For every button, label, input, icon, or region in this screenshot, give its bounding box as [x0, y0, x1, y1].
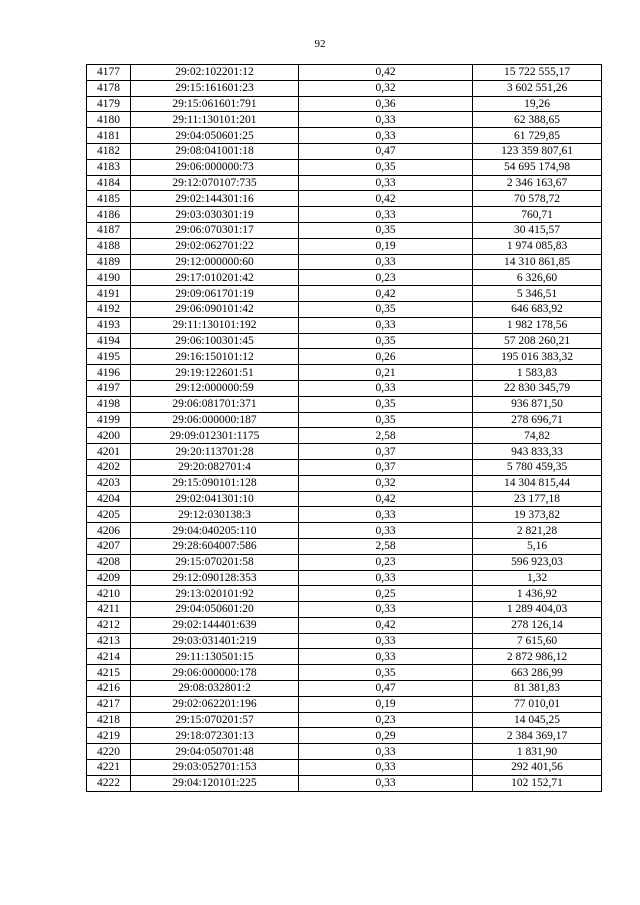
row-number-cell: 4216	[87, 681, 131, 697]
table-row	[87, 333, 602, 349]
cadastral-number-cell: 29:15:070201:58	[131, 554, 299, 570]
coefficient-cell: 0,33	[299, 602, 473, 618]
row-number-cell: 4190	[87, 270, 131, 286]
coefficient-cell: 0,33	[299, 507, 473, 523]
value-cell: 7 615,60	[473, 633, 602, 649]
cadastral-number-cell: 29:04:120101:225	[131, 775, 299, 791]
row-number-cell: 4187	[87, 222, 131, 238]
coefficient-cell: 0,33	[299, 254, 473, 270]
cadastral-number-cell: 29:06:000000:73	[131, 159, 299, 175]
table-row	[87, 365, 602, 381]
row-number-cell: 4181	[87, 128, 131, 144]
cadastral-number-cell: 29:11:130101:201	[131, 112, 299, 128]
table-row	[87, 617, 602, 633]
coefficient-cell: 0,33	[299, 175, 473, 191]
coefficient-cell: 0,33	[299, 744, 473, 760]
table-row	[87, 649, 602, 665]
table-row	[87, 744, 602, 760]
coefficient-cell: 0,37	[299, 459, 473, 475]
cadastral-number-cell: 29:12:030138:3	[131, 507, 299, 523]
value-cell: 19 373,82	[473, 507, 602, 523]
row-number-cell: 4214	[87, 649, 131, 665]
table-row	[87, 570, 602, 586]
cadastral-number-cell: 29:12:090128:353	[131, 570, 299, 586]
row-number-cell: 4186	[87, 207, 131, 223]
row-number-cell: 4206	[87, 523, 131, 539]
value-cell: 74,82	[473, 428, 602, 444]
cadastral-number-cell: 29:02:041301:10	[131, 491, 299, 507]
value-cell: 2 346 163,67	[473, 175, 602, 191]
row-number-cell: 4192	[87, 301, 131, 317]
value-cell: 123 359 807,61	[473, 143, 602, 159]
cadastral-number-cell: 29:09:061701:19	[131, 286, 299, 302]
value-cell: 19,26	[473, 96, 602, 112]
row-number-cell: 4204	[87, 491, 131, 507]
coefficient-cell: 0,23	[299, 270, 473, 286]
value-cell: 5,16	[473, 538, 602, 554]
table-row	[87, 538, 602, 554]
row-number-cell: 4193	[87, 317, 131, 333]
coefficient-cell: 0,33	[299, 380, 473, 396]
cadastral-number-cell: 29:03:030301:19	[131, 207, 299, 223]
cadastral-number-cell: 29:02:102201:12	[131, 65, 299, 81]
table-row	[87, 633, 602, 649]
value-cell: 57 208 260,21	[473, 333, 602, 349]
coefficient-cell: 0,35	[299, 333, 473, 349]
value-cell: 278 696,71	[473, 412, 602, 428]
value-cell: 14 310 861,85	[473, 254, 602, 270]
table-row	[87, 444, 602, 460]
row-number-cell: 4207	[87, 538, 131, 554]
cadastral-number-cell: 29:15:090101:128	[131, 475, 299, 491]
coefficient-cell: 2,58	[299, 538, 473, 554]
cadastral-number-cell: 29:03:052701:153	[131, 760, 299, 776]
row-number-cell: 4180	[87, 112, 131, 128]
table-row	[87, 586, 602, 602]
coefficient-cell: 0,19	[299, 696, 473, 712]
cadastral-number-cell: 29:04:050701:48	[131, 744, 299, 760]
cadastral-number-cell: 29:17:010201:42	[131, 270, 299, 286]
row-number-cell: 4222	[87, 775, 131, 791]
cadastral-number-cell: 29:04:050601:20	[131, 602, 299, 618]
coefficient-cell: 0,42	[299, 617, 473, 633]
table-row	[87, 775, 602, 791]
row-number-cell: 4217	[87, 696, 131, 712]
value-cell: 1 982 178,56	[473, 317, 602, 333]
value-cell: 1 583,83	[473, 365, 602, 381]
table-row	[87, 491, 602, 507]
cadastral-number-cell: 29:18:072301:13	[131, 728, 299, 744]
cadastral-number-cell: 29:06:090101:42	[131, 301, 299, 317]
cadastral-number-cell: 29:16:150101:12	[131, 349, 299, 365]
row-number-cell: 4200	[87, 428, 131, 444]
value-cell: 77 010,01	[473, 696, 602, 712]
row-number-cell: 4185	[87, 191, 131, 207]
value-cell: 1 974 085,83	[473, 238, 602, 254]
coefficient-cell: 0,35	[299, 412, 473, 428]
coefficient-cell: 0,37	[299, 444, 473, 460]
coefficient-cell: 0,42	[299, 286, 473, 302]
coefficient-cell: 0,42	[299, 65, 473, 81]
cadastral-number-cell: 29:15:070201:57	[131, 712, 299, 728]
row-number-cell: 4208	[87, 554, 131, 570]
cadastral-number-cell: 29:12:000000:59	[131, 380, 299, 396]
value-cell: 1 436,92	[473, 586, 602, 602]
table-row	[87, 507, 602, 523]
table-row	[87, 681, 602, 697]
data-table	[86, 64, 602, 792]
coefficient-cell: 0,33	[299, 649, 473, 665]
value-cell: 195 016 383,32	[473, 349, 602, 365]
cadastral-number-cell: 29:06:000000:187	[131, 412, 299, 428]
table-row	[87, 286, 602, 302]
cadastral-number-cell: 29:09:012301:1175	[131, 428, 299, 444]
table-row	[87, 760, 602, 776]
coefficient-cell: 0,33	[299, 570, 473, 586]
value-cell: 5 780 459,35	[473, 459, 602, 475]
coefficient-cell: 0,25	[299, 586, 473, 602]
cadastral-number-cell: 29:19:122601:51	[131, 365, 299, 381]
table-row	[87, 191, 602, 207]
row-number-cell: 4218	[87, 712, 131, 728]
coefficient-cell: 0,33	[299, 523, 473, 539]
value-cell: 1 831,90	[473, 744, 602, 760]
coefficient-cell: 0,35	[299, 159, 473, 175]
cadastral-number-cell: 29:02:144301:16	[131, 191, 299, 207]
coefficient-cell: 0,35	[299, 396, 473, 412]
coefficient-cell: 0,32	[299, 475, 473, 491]
coefficient-cell: 0,33	[299, 633, 473, 649]
value-cell: 936 871,50	[473, 396, 602, 412]
table-row	[87, 349, 602, 365]
value-cell: 62 388,65	[473, 112, 602, 128]
cadastral-number-cell: 29:06:070301:17	[131, 222, 299, 238]
row-number-cell: 4188	[87, 238, 131, 254]
table-row	[87, 80, 602, 96]
value-cell: 596 923,03	[473, 554, 602, 570]
cadastral-number-cell: 29:20:113701:28	[131, 444, 299, 460]
value-cell: 5 346,51	[473, 286, 602, 302]
row-number-cell: 4202	[87, 459, 131, 475]
value-cell: 663 286,99	[473, 665, 602, 681]
cadastral-number-cell: 29:11:130501:15	[131, 649, 299, 665]
row-number-cell: 4178	[87, 80, 131, 96]
table-row	[87, 112, 602, 128]
value-cell: 646 683,92	[473, 301, 602, 317]
row-number-cell: 4198	[87, 396, 131, 412]
row-number-cell: 4209	[87, 570, 131, 586]
row-number-cell: 4199	[87, 412, 131, 428]
table-row	[87, 254, 602, 270]
table-row	[87, 475, 602, 491]
value-cell: 2 872 986,12	[473, 649, 602, 665]
cadastral-number-cell: 29:12:070107:735	[131, 175, 299, 191]
coefficient-cell: 0,32	[299, 80, 473, 96]
value-cell: 15 722 555,17	[473, 65, 602, 81]
coefficient-cell: 0,33	[299, 775, 473, 791]
cadastral-number-cell: 29:06:100301:45	[131, 333, 299, 349]
row-number-cell: 4179	[87, 96, 131, 112]
row-number-cell: 4219	[87, 728, 131, 744]
table-row	[87, 159, 602, 175]
table-row	[87, 238, 602, 254]
value-cell: 61 729,85	[473, 128, 602, 144]
value-cell: 23 177,18	[473, 491, 602, 507]
table-row	[87, 207, 602, 223]
value-cell: 2 384 369,17	[473, 728, 602, 744]
value-cell: 14 045,25	[473, 712, 602, 728]
row-number-cell: 4191	[87, 286, 131, 302]
cadastral-number-cell: 29:12:000000:60	[131, 254, 299, 270]
table-row	[87, 665, 602, 681]
coefficient-cell: 0,33	[299, 760, 473, 776]
row-number-cell: 4215	[87, 665, 131, 681]
table-row	[87, 222, 602, 238]
row-number-cell: 4197	[87, 380, 131, 396]
cadastral-number-cell: 29:06:081701:371	[131, 396, 299, 412]
table-row	[87, 602, 602, 618]
row-number-cell: 4213	[87, 633, 131, 649]
row-number-cell: 4177	[87, 65, 131, 81]
table-row	[87, 428, 602, 444]
value-cell: 1 289 404,03	[473, 602, 602, 618]
cadastral-number-cell: 29:08:041001:18	[131, 143, 299, 159]
cadastral-number-cell: 29:15:061601:791	[131, 96, 299, 112]
table-row	[87, 96, 602, 112]
row-number-cell: 4210	[87, 586, 131, 602]
value-cell: 278 126,14	[473, 617, 602, 633]
coefficient-cell: 0,36	[299, 96, 473, 112]
row-number-cell: 4203	[87, 475, 131, 491]
table-row	[87, 412, 602, 428]
coefficient-cell: 0,35	[299, 665, 473, 681]
coefficient-cell: 0,47	[299, 681, 473, 697]
cadastral-number-cell: 29:20:082701:4	[131, 459, 299, 475]
value-cell: 943 833,33	[473, 444, 602, 460]
value-cell: 54 695 174,98	[473, 159, 602, 175]
table-row	[87, 523, 602, 539]
value-cell: 81 381,83	[473, 681, 602, 697]
cadastral-number-cell: 29:28:604007:586	[131, 538, 299, 554]
table-row	[87, 696, 602, 712]
value-cell: 760,71	[473, 207, 602, 223]
row-number-cell: 4211	[87, 602, 131, 618]
row-number-cell: 4221	[87, 760, 131, 776]
row-number-cell: 4183	[87, 159, 131, 175]
row-number-cell: 4194	[87, 333, 131, 349]
value-cell: 3 602 551,26	[473, 80, 602, 96]
row-number-cell: 4212	[87, 617, 131, 633]
table-row	[87, 728, 602, 744]
coefficient-cell: 0,23	[299, 554, 473, 570]
value-cell: 1,32	[473, 570, 602, 586]
row-number-cell: 4220	[87, 744, 131, 760]
cadastral-number-cell: 29:04:050601:25	[131, 128, 299, 144]
coefficient-cell: 0,42	[299, 191, 473, 207]
coefficient-cell: 2,58	[299, 428, 473, 444]
table-row	[87, 65, 602, 81]
table-body	[87, 65, 602, 792]
coefficient-cell: 0,35	[299, 301, 473, 317]
row-number-cell: 4182	[87, 143, 131, 159]
cadastral-number-cell: 29:13:020101:92	[131, 586, 299, 602]
coefficient-cell: 0,35	[299, 222, 473, 238]
coefficient-cell: 0,33	[299, 207, 473, 223]
cadastral-number-cell: 29:11:130101:192	[131, 317, 299, 333]
cadastral-number-cell: 29:02:062701:22	[131, 238, 299, 254]
value-cell: 292 401,56	[473, 760, 602, 776]
table-row	[87, 175, 602, 191]
coefficient-cell: 0,33	[299, 128, 473, 144]
value-cell: 102 152,71	[473, 775, 602, 791]
value-cell: 22 830 345,79	[473, 380, 602, 396]
value-cell: 70 578,72	[473, 191, 602, 207]
value-cell: 14 304 815,44	[473, 475, 602, 491]
page-number: 92	[314, 38, 326, 50]
cadastral-number-cell: 29:06:000000:178	[131, 665, 299, 681]
table-row	[87, 270, 602, 286]
row-number-cell: 4195	[87, 349, 131, 365]
table-row	[87, 301, 602, 317]
coefficient-cell: 0,19	[299, 238, 473, 254]
table-row	[87, 380, 602, 396]
row-number-cell: 4196	[87, 365, 131, 381]
coefficient-cell: 0,29	[299, 728, 473, 744]
table-row	[87, 459, 602, 475]
row-number-cell: 4184	[87, 175, 131, 191]
coefficient-cell: 0,33	[299, 112, 473, 128]
row-number-cell: 4205	[87, 507, 131, 523]
coefficient-cell: 0,26	[299, 349, 473, 365]
table-row	[87, 554, 602, 570]
cadastral-number-cell: 29:03:031401:219	[131, 633, 299, 649]
row-number-cell: 4189	[87, 254, 131, 270]
table-row	[87, 712, 602, 728]
cadastral-number-cell: 29:15:161601:23	[131, 80, 299, 96]
coefficient-cell: 0,33	[299, 317, 473, 333]
coefficient-cell: 0,23	[299, 712, 473, 728]
coefficient-cell: 0,42	[299, 491, 473, 507]
cadastral-number-cell: 29:02:144401:639	[131, 617, 299, 633]
value-cell: 30 415,57	[473, 222, 602, 238]
cadastral-number-cell: 29:02:062201:196	[131, 696, 299, 712]
coefficient-cell: 0,21	[299, 365, 473, 381]
value-cell: 6 326,60	[473, 270, 602, 286]
row-number-cell: 4201	[87, 444, 131, 460]
table-row	[87, 143, 602, 159]
value-cell: 2 821,28	[473, 523, 602, 539]
cadastral-number-cell: 29:04:040205:110	[131, 523, 299, 539]
cadastral-number-cell: 29:08:032801:2	[131, 681, 299, 697]
table-row	[87, 396, 602, 412]
table-row	[87, 317, 602, 333]
coefficient-cell: 0,47	[299, 143, 473, 159]
table-row	[87, 128, 602, 144]
